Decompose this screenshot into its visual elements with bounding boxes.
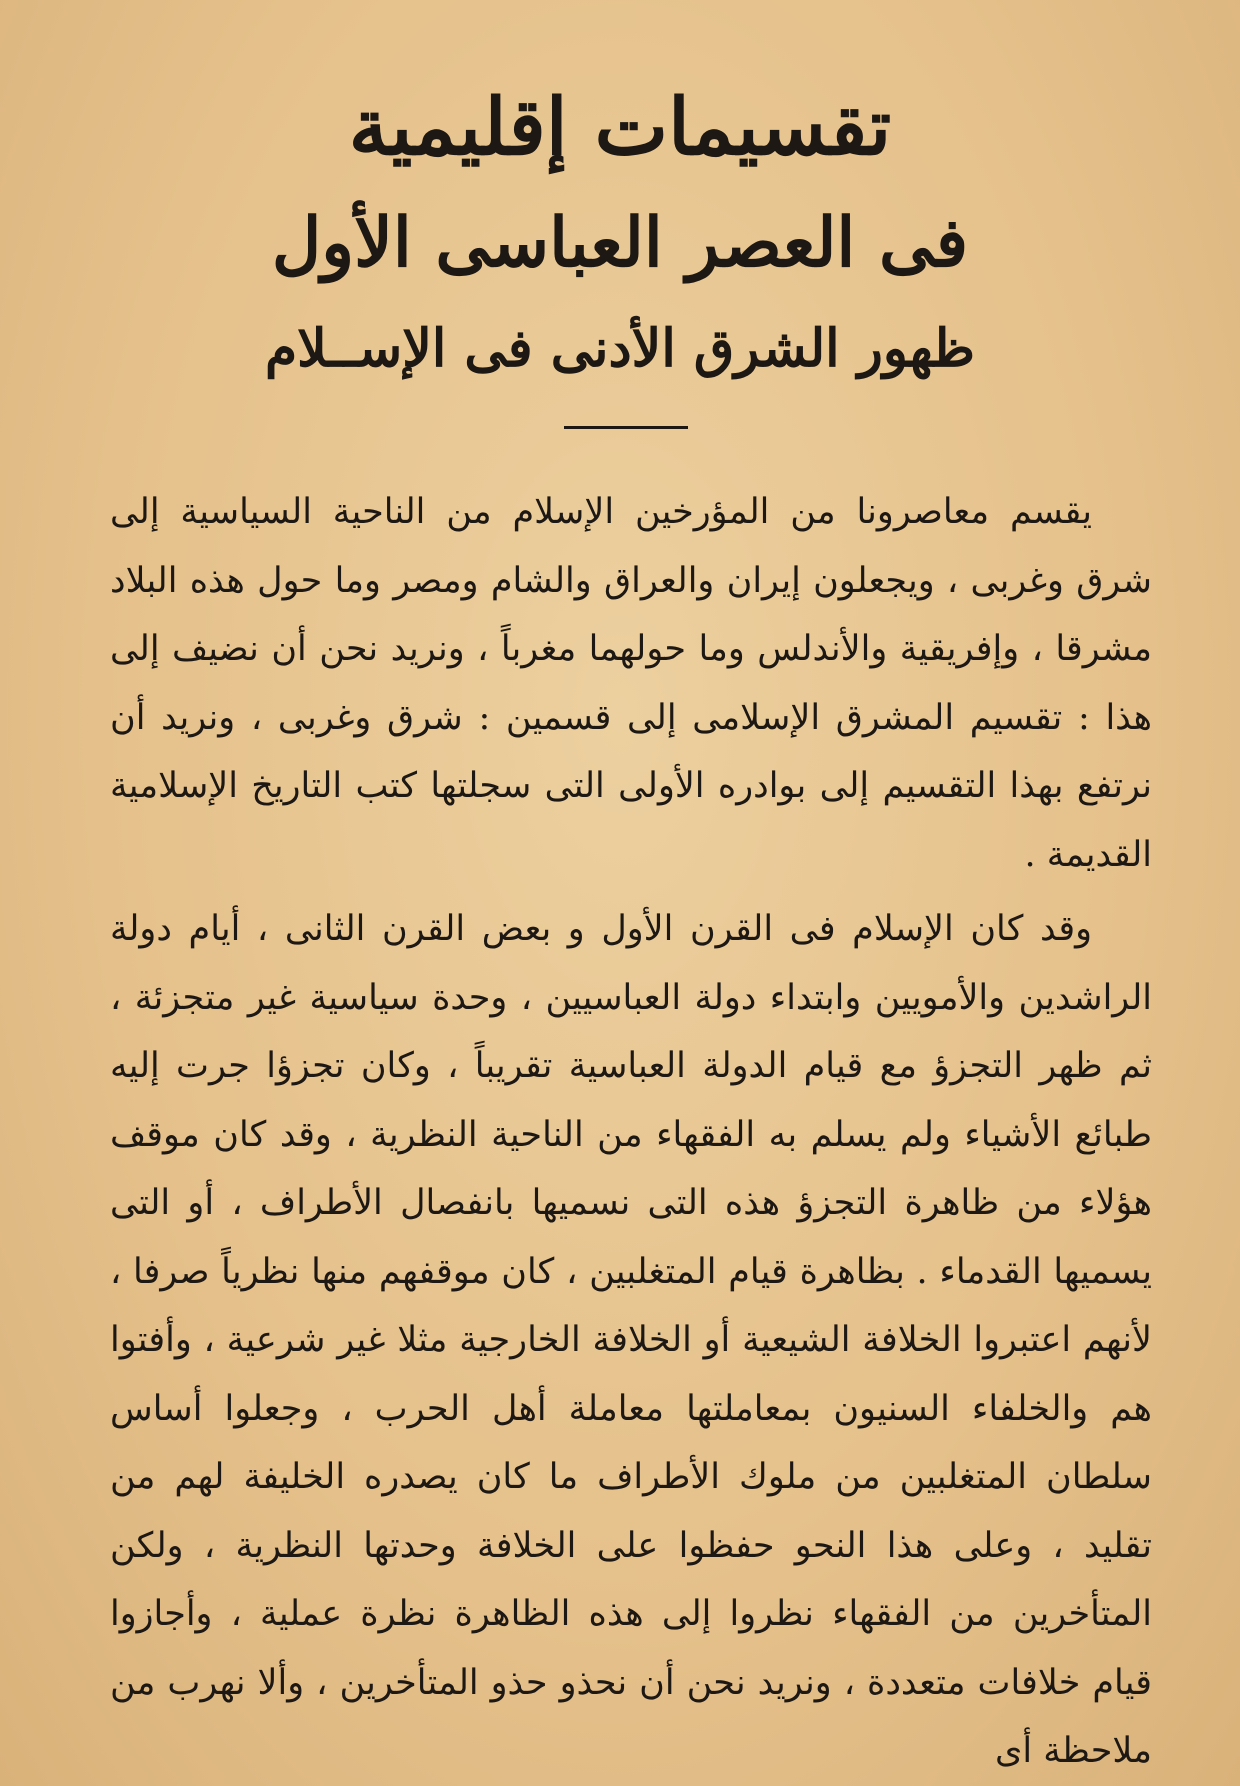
paragraph: وقد كان الإسلام فى القرن الأول و بعض القرن الثانى ، أيام دولة الراشدين والأمويين وابتداء دولة العباسيين ، وحدة سياسية غير متجزئة ، ثم ظهر التجزؤ مع قيام الدولة العباسية تقريباً ، وكان تجزؤا جرت إليه طبائع الأشياء ولم يسلم به الفقهاء من الناحية النظرية ، وقد كان موقف هؤلاء من ظاهرة التجزؤ هذه التى نسميها بانفصال الأطراف ، أو التى يسميها القدماء . بظاهرة قيام المتغلبين ، كان موقفهم منها نظرياً صرفا ، لأنهم اعتبروا الخلافة الشيعية أو الخلافة الخارجية مثلا غير شرعية ، وأفتوا هم والخلفاء السنيون بمعاملتها معاملة أهل الحرب ، وجعلوا أساس سلطان المتغلبين من ملوك الأطراف ما كان يصدره الخليفة لهم من تقليد ، وعلى هذا النحو حفظوا على الخلافة وحدتها النظرية ، ولكن المتأخرين من الفقهاء نظروا إلى هذه الظاهرة نظرة عملية ، وأجازوا قيام خلافات متعددة ، ونريد نحن أن نحذو حذو المتأخرين ، وألا نهرب من ملاحظة أى — [110, 909, 1152, 1771]
page-subtitle: فى العصر العباسى الأول — [271, 203, 969, 283]
page-title: تقسيمات إقليمية — [348, 82, 892, 173]
title-divider — [564, 426, 688, 429]
section-heading: ظهور الشرق الأدنى فى الإســلام — [264, 318, 976, 379]
body-text — [110, 478, 1152, 1786]
paragraph: يقسم معاصرونا من المؤرخين الإسلام من الناحية السياسية إلى شرق وغربى ، ويجعلون إيران والعراق والشام ومصر وما حول هذه البلاد مشرقا ، وإفريقية والأندلس وما حولهما مغرباً ، ونريد نحن أن نضيف إلى هذا : تقسيم المشرق الإسلامى إلى قسمين : شرق وغربى ، ونريد أن نرتفع بهذا التقسيم إلى بوادره الأولى التى سجلتها كتب التاريخ الإسلامية القديمة . — [110, 492, 1152, 875]
